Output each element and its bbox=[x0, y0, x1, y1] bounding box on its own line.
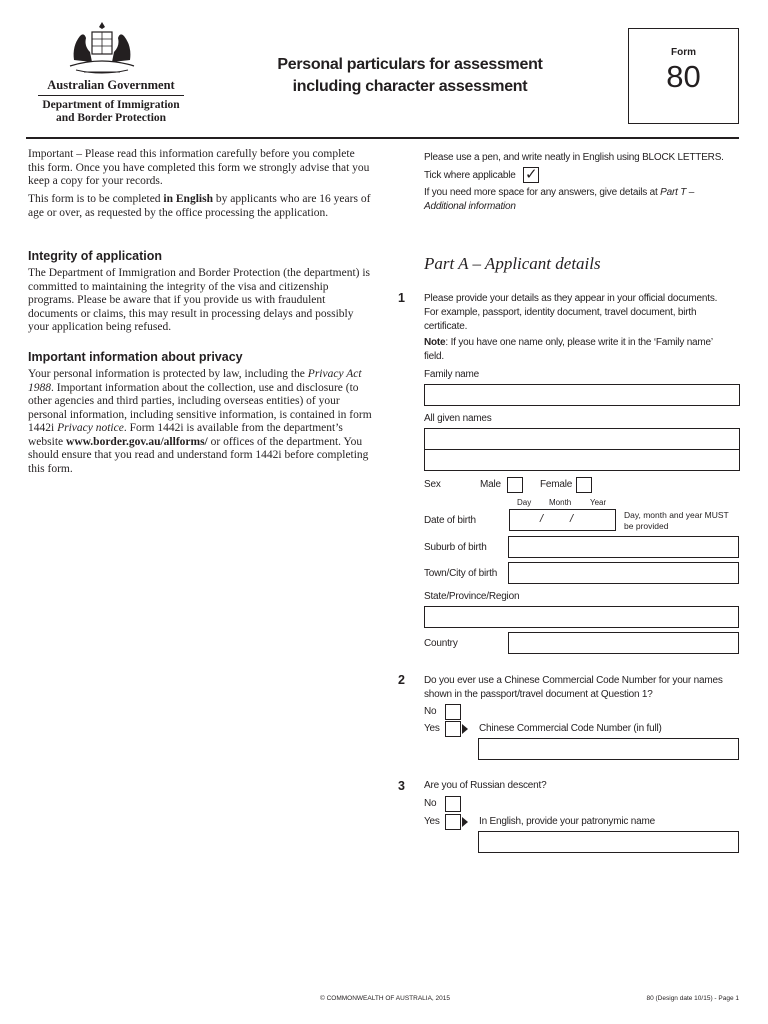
tick-example-box bbox=[523, 167, 539, 183]
q2-arrow-icon bbox=[462, 724, 468, 734]
privacy-text-4: or offices of the department. You should ensure that you read and understand form 1442i before completing this form. bbox=[28, 435, 369, 475]
dob-slash-2: / bbox=[570, 513, 574, 525]
town-input[interactable] bbox=[508, 562, 739, 584]
english-paragraph bbox=[28, 193, 373, 220]
sex-label: Sex bbox=[424, 479, 441, 490]
q2-text: Do you ever use a Chinese Commercial Code Number for your names shown in the passport/travel document at Question 1? bbox=[424, 675, 723, 700]
q3-yes-label: Yes bbox=[424, 816, 440, 827]
coat-of-arms-logo bbox=[66, 20, 138, 78]
q2-yes-detail-label: Chinese Commercial Code Number (in full) bbox=[479, 723, 662, 734]
privacy-text-1: Your personal information is protected by law, including the bbox=[28, 368, 308, 380]
form-number: 80 bbox=[666, 59, 701, 94]
q3-no-checkbox[interactable] bbox=[445, 796, 461, 812]
form-number-box bbox=[628, 28, 739, 124]
given-names-input-1[interactable] bbox=[424, 428, 740, 450]
instruction-block-letters: Please use a pen, and write neatly in English using BLOCK LETTERS. bbox=[424, 152, 724, 163]
english-text-a: This form is to be completed bbox=[28, 193, 164, 205]
footer-copyright: © COMMONWEALTH OF AUSTRALIA, 2015 bbox=[320, 995, 450, 1002]
female-checkbox[interactable] bbox=[576, 477, 592, 493]
state-input[interactable] bbox=[424, 606, 739, 628]
dept-line2: and Border Protection bbox=[55, 112, 167, 124]
q3-no-label: No bbox=[424, 798, 437, 809]
privacy-act: Privacy Act 1988 bbox=[28, 368, 362, 394]
q2-yes-checkbox[interactable] bbox=[445, 721, 461, 737]
family-name-input[interactable] bbox=[424, 384, 740, 406]
footer-page-info: 80 (Design date 10/15) - Page 1 bbox=[646, 995, 739, 1002]
tick-mark-icon: ✓ bbox=[525, 166, 538, 183]
q2-no-checkbox[interactable] bbox=[445, 704, 461, 720]
dob-label: Date of birth bbox=[424, 515, 476, 526]
dob-slash-1: / bbox=[540, 513, 544, 525]
q2-number: 2 bbox=[398, 673, 405, 687]
tick-label: Tick where applicable bbox=[424, 170, 516, 181]
q3-yes-checkbox[interactable] bbox=[445, 814, 461, 830]
privacy-heading: Important information about privacy bbox=[28, 350, 243, 364]
suburb-input[interactable] bbox=[508, 536, 739, 558]
day-label: Day bbox=[517, 498, 532, 507]
q1-text: Please provide your details as they appear in your official documents. For example, passport, identity document, travel document, birth certificate. bbox=[424, 293, 718, 332]
state-label: State/Province/Region bbox=[424, 591, 520, 602]
country-input[interactable] bbox=[508, 632, 739, 654]
q1-number: 1 bbox=[398, 291, 405, 305]
ccc-number-input[interactable] bbox=[478, 738, 739, 760]
male-checkbox[interactable] bbox=[507, 477, 523, 493]
q1-note-label: Note bbox=[424, 337, 446, 348]
privacy-text-3: . Form 1442i is available from the department’s website bbox=[28, 422, 343, 448]
english-text-bold: in English bbox=[163, 193, 213, 205]
male-label: Male bbox=[480, 479, 501, 490]
given-names-input-2[interactable] bbox=[424, 449, 740, 471]
more-space-text: If you need more space for any answers, give details at bbox=[424, 187, 661, 198]
form-label: Form bbox=[671, 47, 696, 58]
integrity-paragraph: The Department of Immigration and Border Protection (the department) is committed to maintaining the integrity of the visa and citizenship programs. Please be aware that if you provide us with fraudulent documents or claims, this may result in processing delays and possibly your application being refused. bbox=[28, 267, 371, 333]
q2-yes-label: Yes bbox=[424, 723, 440, 734]
dept-line1: Department of Immigration bbox=[42, 99, 180, 111]
suburb-label: Suburb of birth bbox=[424, 542, 487, 553]
important-paragraph: Important – Please read this information carefully before you complete this form. Once you have completed this form we strongly advise that you keep a copy for your records. bbox=[28, 148, 370, 187]
q1-note-text: : If you have one name only, please write it in the ‘Family name’ field. bbox=[424, 337, 713, 362]
q3-number: 3 bbox=[398, 779, 405, 793]
more-space-instruction bbox=[424, 186, 724, 214]
q1-note bbox=[424, 336, 734, 364]
header-rule bbox=[26, 137, 739, 139]
privacy-text-2: . Important information about the collection, use and disclosure (to other agencies and third parties, including overseas entities) of your personal information, including sensitive information, is contained in form 1442i bbox=[28, 381, 372, 434]
month-label: Month bbox=[549, 498, 572, 507]
town-label: Town/City of birth bbox=[424, 568, 498, 579]
q3-arrow-icon bbox=[462, 817, 468, 827]
q3-yes-detail-label: In English, provide your patronymic name bbox=[479, 816, 655, 827]
female-label: Female bbox=[540, 479, 573, 490]
integrity-heading: Integrity of application bbox=[28, 249, 163, 263]
q3-text: Are you of Russian descent? bbox=[424, 780, 547, 791]
form-title-line1: Personal particulars for assessment bbox=[277, 56, 543, 73]
patronymic-name-input[interactable] bbox=[478, 831, 739, 853]
given-names-label: All given names bbox=[424, 413, 492, 424]
dob-input[interactable] bbox=[509, 509, 616, 531]
privacy-url-link[interactable]: www.border.gov.au/allforms/ bbox=[66, 435, 208, 448]
logo-divider bbox=[38, 95, 184, 96]
part-t-reference: Part T – Additional information bbox=[424, 187, 695, 212]
english-text-b: by applicants who are 16 years of age or over, as requested by the office processing the application. bbox=[28, 193, 371, 219]
year-label: Year bbox=[590, 498, 607, 507]
country-label: Country bbox=[424, 638, 458, 649]
privacy-paragraph bbox=[28, 368, 373, 476]
part-a-title: Part A – Applicant details bbox=[424, 254, 601, 273]
privacy-notice: Privacy notice bbox=[57, 422, 124, 434]
dob-note: Day, month and year MUST be provided bbox=[624, 510, 729, 531]
form-title-line2: including character assessment bbox=[292, 78, 528, 95]
q2-no-label: No bbox=[424, 706, 437, 717]
gov-name: Australian Government bbox=[47, 78, 175, 92]
family-name-label: Family name bbox=[424, 369, 480, 380]
